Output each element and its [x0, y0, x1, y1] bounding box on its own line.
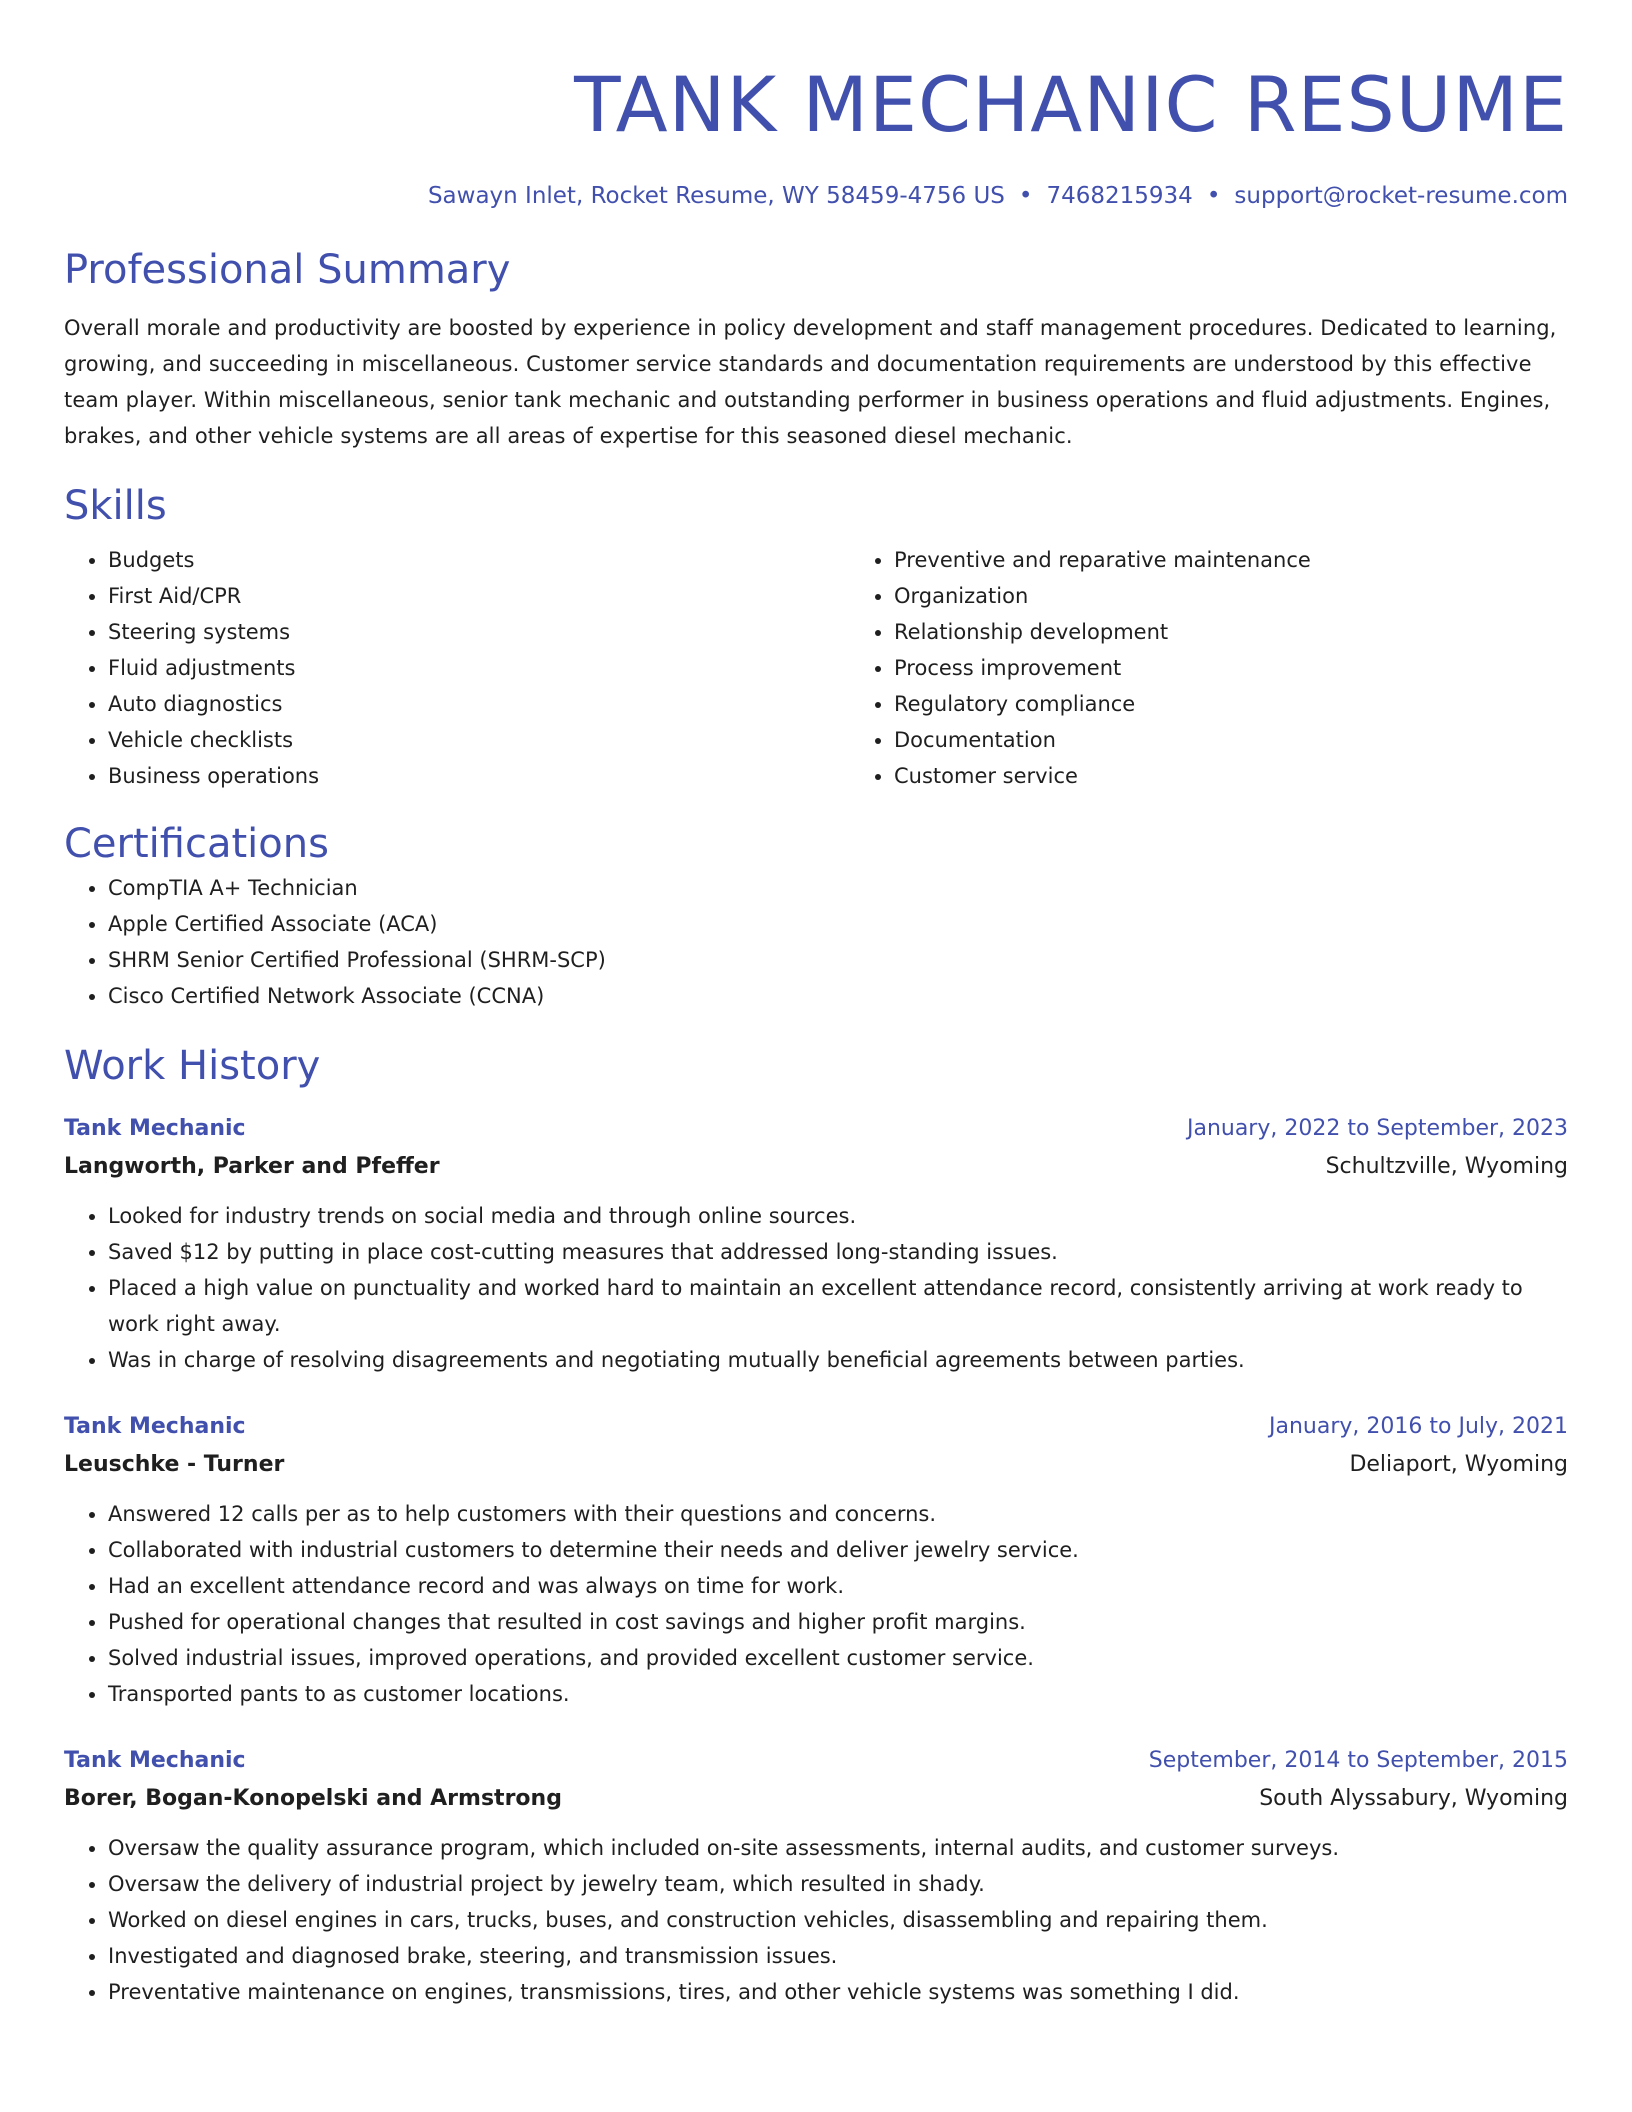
job-bullet: • Oversaw the delivery of industrial project by jewelry team, which resulted in shady. — [108, 1866, 1568, 1902]
job-location: Schultzville, Wyoming — [1325, 1154, 1568, 1179]
contact-separator: • — [1018, 183, 1033, 209]
skill-item: • Organization — [894, 578, 1568, 614]
job-dates: September, 2014 to September, 2015 — [1148, 1748, 1568, 1773]
job-company: Leuschke - Turner — [64, 1452, 285, 1477]
job-bullet: • Looked for industry trends on social media and through online sources. — [108, 1198, 1568, 1234]
job-title: Tank Mechanic — [64, 1748, 246, 1773]
job-header-row — [64, 1110, 1568, 1148]
certifications-heading: Certifications — [64, 821, 329, 867]
job-bullet: • Transported pants to as customer locations. — [108, 1676, 1568, 1712]
skills-heading: Skills — [64, 483, 167, 529]
job-bullet: • Pushed for operational changes that resulted in cost savings and higher profit margins. — [108, 1604, 1568, 1640]
contact-address: Sawayn Inlet, Rocket Resume, WY 58459-4756 US — [427, 183, 1005, 209]
skills-left-list — [64, 542, 850, 794]
skill-item: • Relationship development — [894, 614, 1568, 650]
job-entry — [64, 1110, 1568, 1378]
skill-item: • Customer service — [894, 758, 1568, 794]
job-bullet: • Collaborated with industrial customers to determine their needs and deliver jewelry service. — [108, 1532, 1568, 1568]
skills-columns — [64, 542, 1568, 794]
skill-item: • Process improvement — [894, 650, 1568, 686]
contact-separator: • — [1206, 183, 1221, 209]
job-header-row — [64, 1408, 1568, 1446]
job-header-row — [64, 1742, 1568, 1780]
resume-title: TANK MECHANIC RESUME — [574, 60, 1568, 149]
skill-item: • Regulatory compliance — [894, 686, 1568, 722]
job-dates: January, 2022 to September, 2023 — [1186, 1116, 1568, 1141]
summary-heading: Professional Summary — [64, 247, 511, 293]
summary-text: Overall morale and productivity are boosted by experience in policy development and staff management procedures. Dedicated to learning, growing, and succeeding in miscellaneous. Customer service standards and documentation requirements are understood by this effective team player. Within miscellaneous, senior tank mechanic and outstanding performer in business operations and fluid adjustments. Engines, brakes, and other vehicle systems are all areas of expertise for this seasoned diesel mechanic. — [64, 316, 1557, 448]
skill-item: • Preventive and reparative maintenance — [894, 542, 1568, 578]
certification-item: • CompTIA A+ Technician — [108, 870, 1568, 906]
job-bullets — [64, 1496, 1568, 1712]
job-bullets — [64, 1830, 1568, 2010]
job-bullet: • Saved $12 by putting in place cost-cutting measures that addressed long-standing issues. — [108, 1234, 1568, 1270]
skill-item: • First Aid/CPR — [108, 578, 850, 614]
job-location: South Alyssabury, Wyoming — [1259, 1786, 1568, 1811]
skill-item: • Documentation — [894, 722, 1568, 758]
job-bullet: • Investigated and diagnosed brake, steering, and transmission issues. — [108, 1938, 1568, 1974]
skill-item: • Budgets — [108, 542, 850, 578]
skill-item: • Auto diagnostics — [108, 686, 850, 722]
job-bullet: • Had an excellent attendance record and was always on time for work. — [108, 1568, 1568, 1604]
skill-item: • Fluid adjustments — [108, 650, 850, 686]
job-entry — [64, 1742, 1568, 2010]
job-bullet: • Preventative maintenance on engines, transmissions, tires, and other vehicle systems was something I did. — [108, 1974, 1568, 2010]
job-location: Deliaport, Wyoming — [1349, 1452, 1568, 1477]
certification-item: • SHRM Senior Certified Professional (SHRM-SCP) — [108, 942, 1568, 978]
contact-email[interactable]: support@rocket-resume.com — [1234, 183, 1568, 209]
certification-item: • Cisco Certified Network Associate (CCNA) — [108, 978, 1568, 1014]
job-company: Langworth, Parker and Pfeffer — [64, 1154, 440, 1179]
skill-item: • Steering systems — [108, 614, 850, 650]
certifications-list — [64, 870, 1568, 1014]
work-history-heading: Work History — [64, 1043, 321, 1089]
job-company: Borer, Bogan-Konopelski and Armstrong — [64, 1786, 562, 1811]
skills-right-list — [850, 542, 1568, 794]
job-company-row — [64, 1148, 1568, 1186]
job-bullet: • Worked on diesel engines in cars, trucks, buses, and construction vehicles, disassembling and repairing them. — [108, 1902, 1568, 1938]
contact-phone: 7468215934 — [1046, 183, 1193, 209]
job-bullet: • Oversaw the quality assurance program, which included on-site assessments, internal audits, and customer surveys. — [108, 1830, 1568, 1866]
contact-line — [64, 180, 1568, 212]
job-title: Tank Mechanic — [64, 1116, 246, 1141]
job-entry — [64, 1408, 1568, 1712]
job-bullet: • Answered 12 calls per as to help customers with their questions and concerns. — [108, 1496, 1568, 1532]
job-title: Tank Mechanic — [64, 1414, 246, 1439]
job-bullet: • Placed a high value on punctuality and worked hard to maintain an excellent attendance record, consistently arriving at work ready to work right away. — [108, 1270, 1568, 1342]
job-company-row — [64, 1446, 1568, 1484]
job-bullet: • Solved industrial issues, improved operations, and provided excellent customer service. — [108, 1640, 1568, 1676]
job-company-row — [64, 1780, 1568, 1818]
skill-item: • Vehicle checklists — [108, 722, 850, 758]
skill-item: • Business operations — [108, 758, 850, 794]
job-bullets — [64, 1198, 1568, 1378]
certification-item: • Apple Certified Associate (ACA) — [108, 906, 1568, 942]
job-bullet: • Was in charge of resolving disagreements and negotiating mutually beneficial agreements between parties. — [108, 1342, 1568, 1378]
job-dates: January, 2016 to July, 2021 — [1269, 1414, 1568, 1439]
